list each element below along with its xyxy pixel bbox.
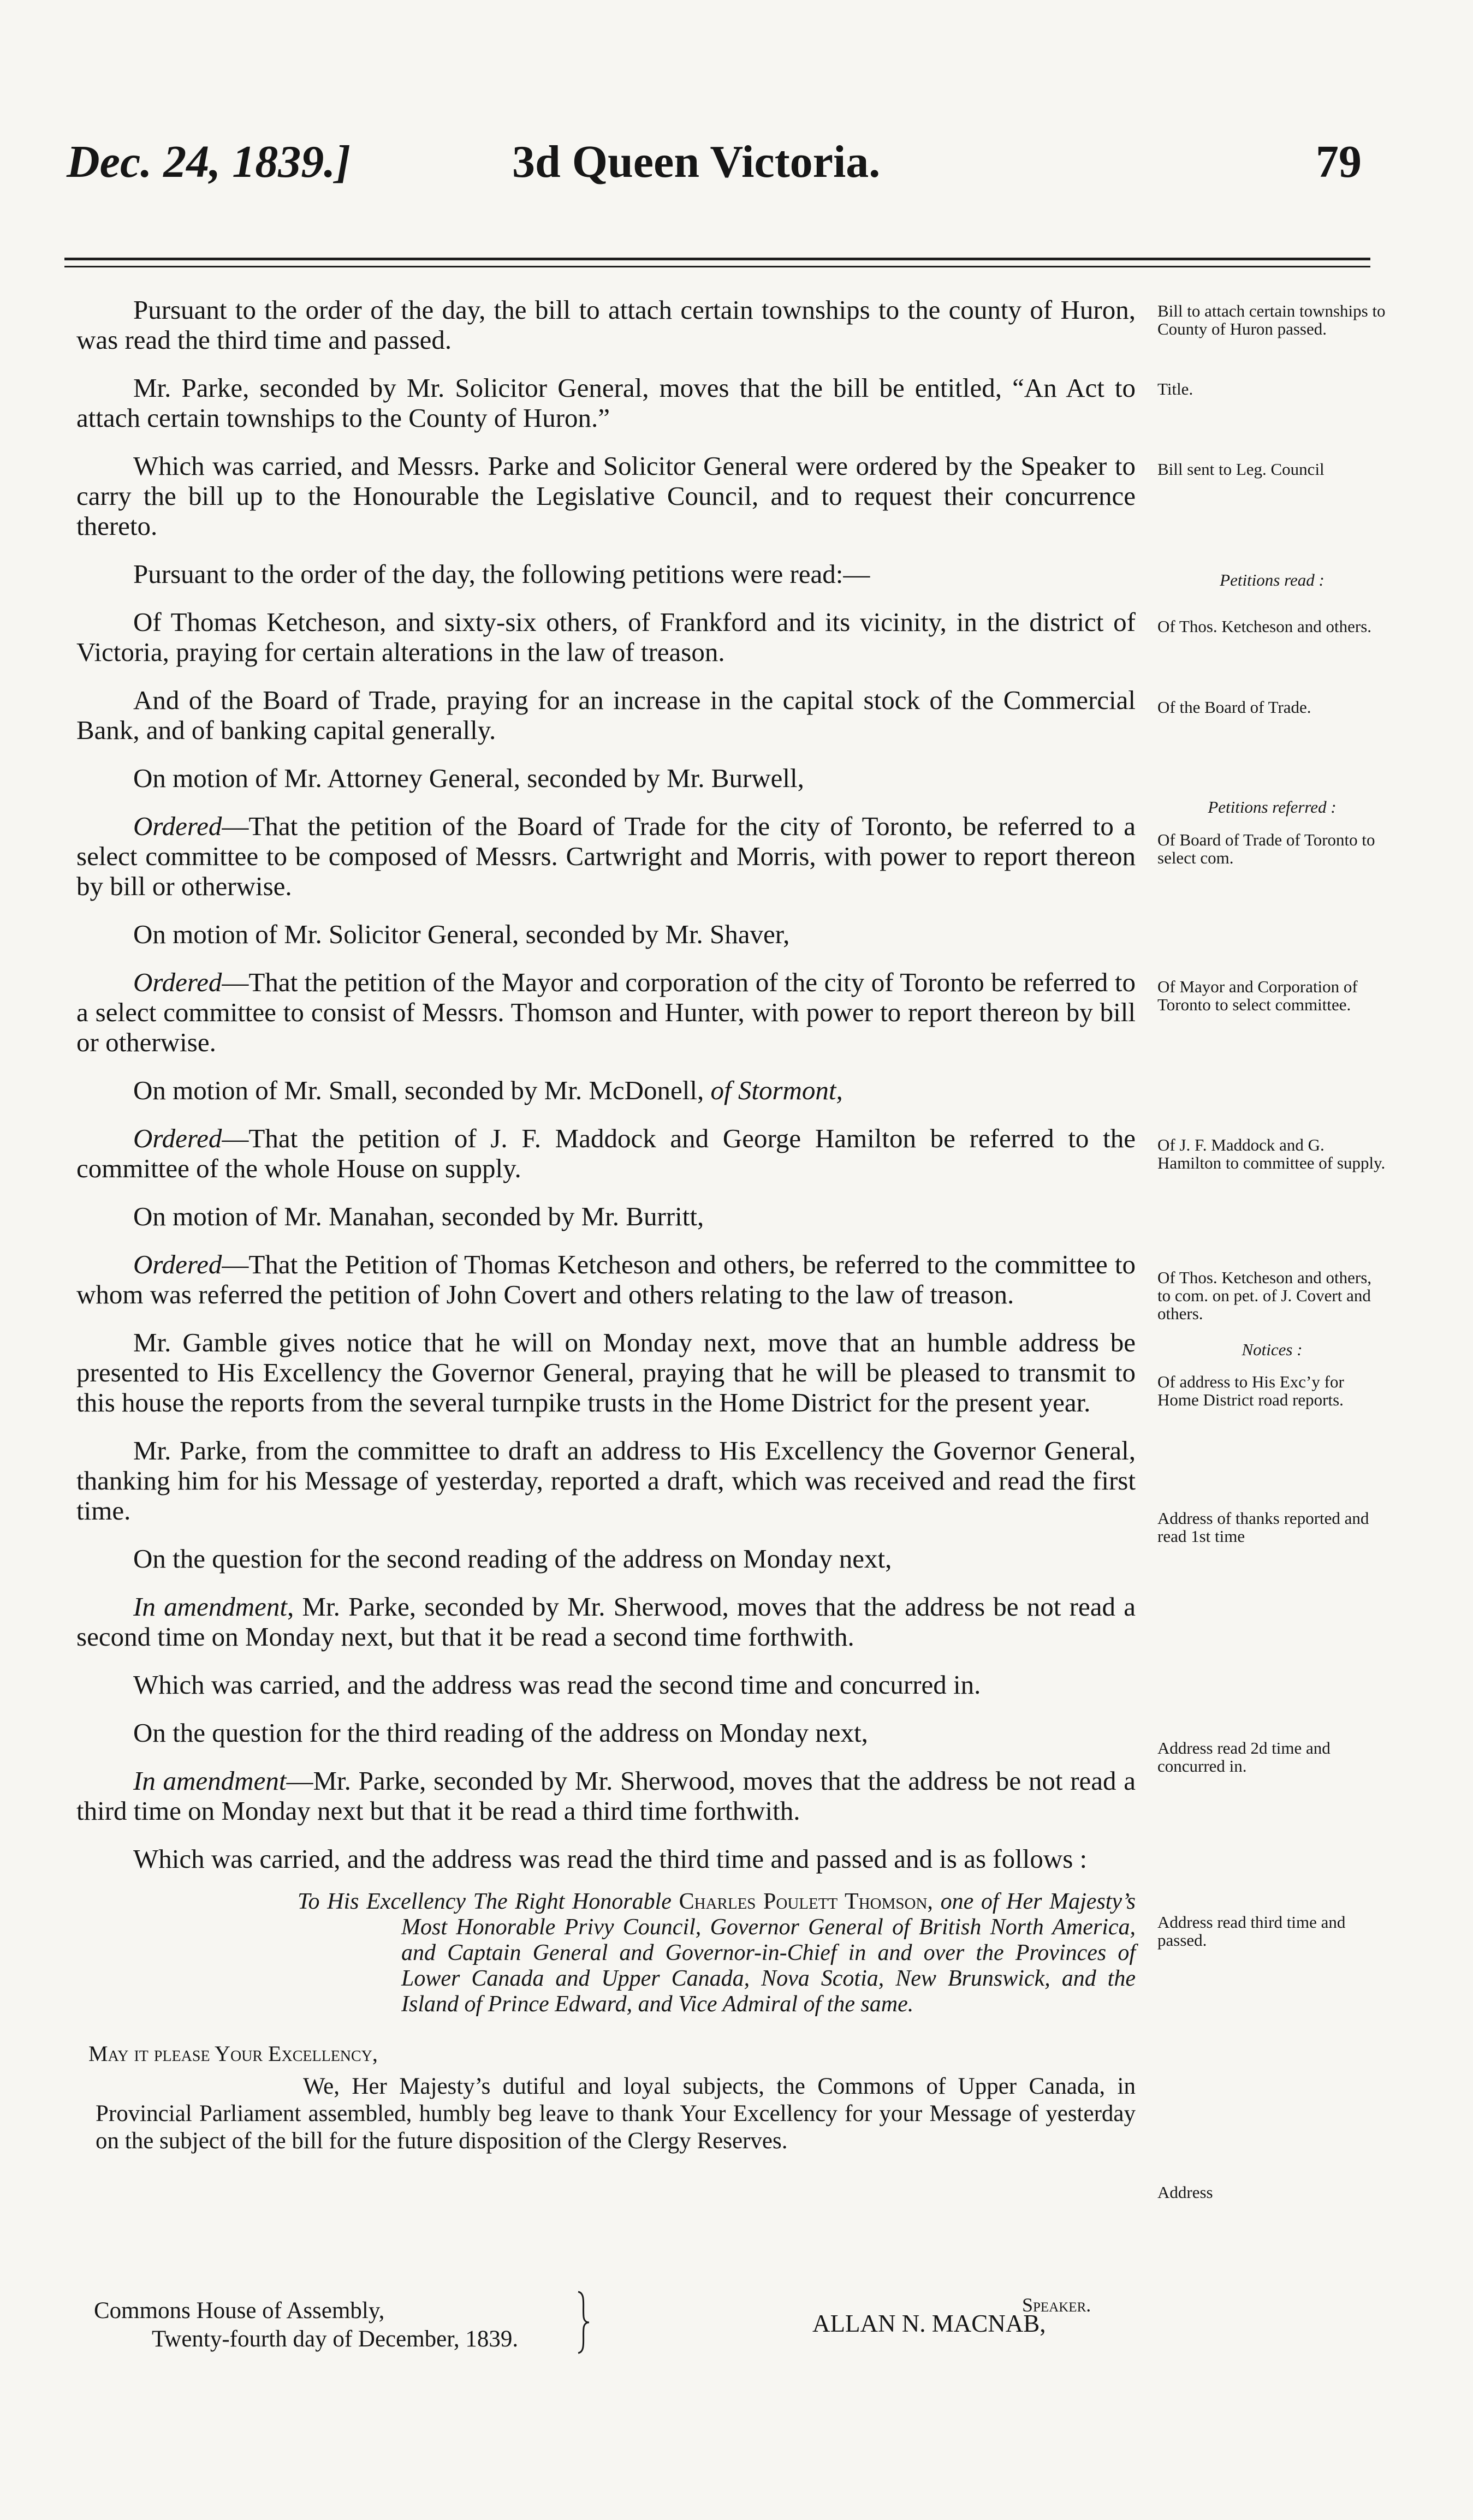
stormont-label: of Stormont, — [710, 1075, 843, 1105]
paragraph-motion-attorney-general: On motion of Mr. Attorney General, seconded by Mr. Burwell, — [133, 763, 804, 793]
ordered-text: —That the petition of J. F. Maddock and George Hamilton be referred to the committee of the whole House on supply. — [76, 1123, 1136, 1183]
ordered-label: Ordered — [133, 1123, 222, 1153]
address-heading — [298, 1889, 1136, 2017]
paragraph-parke-report: Mr. Parke, from the committee to draft an address to His Excellency the Governor General, thanking him for his Message of yesterday, reported a draft, which was received and read the first time. — [76, 1435, 1136, 1526]
amendment-text: —Mr. Parke, seconded by Mr. Sherwood, moves that the address be not read a third time on Monday next but that it be read a third time forthwith. — [76, 1766, 1136, 1826]
margin-note-title: Title. — [1157, 379, 1193, 398]
main-text — [76, 295, 1136, 2155]
margin-note-petitions-referred: Petitions referred : — [1208, 797, 1337, 817]
paragraph-ordered-mayor — [76, 967, 1136, 1057]
paragraph-second-reading-question: On the question for the second reading of the address on Monday next, — [133, 1544, 892, 1574]
paragraph-ordered-maddock — [76, 1123, 1136, 1183]
margin-note-address-third: Address read third time and passed. — [1157, 1913, 1346, 1950]
paragraph-ordered-board-of-trade — [76, 811, 1136, 901]
governor-name: Charles Poulett Thomson, — [679, 1889, 933, 1914]
paragraph-ketcheson-petition: Of Thomas Ketcheson, and sixty-six others, of Frankford and its vicinity, in the district of Victoria, praying for certain alterations in the law of treason. — [76, 607, 1136, 667]
address-to: To His Excellency The Right Honorable — [298, 1889, 672, 1914]
paragraph-third-passed: Which was carried, and the address was read the third time and passed and is as follows : — [133, 1844, 1088, 1874]
margin-note-address-roads: Of address to His Exc’y for Home District road reports. — [1157, 1372, 1344, 1409]
header-date: Dec. 24, 1839.] — [67, 136, 351, 187]
margin-note-address-second: Address read 2d time and concurred in. — [1157, 1738, 1331, 1776]
margin-note-ketcheson: Of Thos. Ketcheson and others. — [1157, 617, 1372, 636]
paragraph-amendment-third — [76, 1766, 1136, 1826]
signer-name: ALLAN N. MACNAB, — [812, 2310, 1046, 2337]
amendment-text: , Mr. Parke, seconded by Mr. Sherwood, moves that the address be not read a second time on Monday next, but that it be read a second time forthwith. — [76, 1592, 1136, 1652]
ordered-label: Ordered — [133, 1249, 222, 1279]
ordered-text: —That the petition of the Mayor and corporation of the city of Toronto be referred to a select committee to consist of Messrs. Thomson and Hunter, with power to report thereon by bill or otherwise. — [76, 967, 1136, 1057]
signer-title: Speaker. — [1022, 2294, 1091, 2316]
paragraph-council: Which was carried, and Messrs. Parke and Solicitor General were ordered by the Speaker to carry the bill up to the Honourable the Legislative Council, and to request their concurrence thereto. — [76, 451, 1136, 541]
margin-note-board-of-trade: Of the Board of Trade. — [1157, 698, 1311, 717]
paragraph-ordered-ketcheson — [76, 1249, 1136, 1309]
paragraph-second-concurred: Which was carried, and the address was read the second time and concurred in. — [133, 1670, 981, 1700]
paragraph-gamble-notice: Mr. Gamble gives notice that he will on Monday next, move that an humble address be presented to His Excellency the Governor General, praying that he will be pleased to transmit to this house the reports from the several turnpike trusts in the Home District for the present year. — [76, 1327, 1136, 1417]
paragraph-third-reading-question: On the question for the third reading of the address on Monday next, — [133, 1718, 868, 1748]
paragraph-motion-small — [76, 1075, 1136, 1105]
motion-text: On motion of Mr. Small, seconded by Mr. McDonell, — [133, 1075, 711, 1105]
address-text: We, Her Majesty’s dutiful and loyal subjects, the Commons of Upper Canada, in Provincial Parliament assembled, humbly beg leave to thank Your Excellency for your Message of yesterday on the subject of the bill for the future disposition of the Clergy Reserves. — [96, 2074, 1136, 2154]
margin-note-huron-bill: Bill to attach certain townships to County of Huron passed. — [1157, 301, 1386, 338]
header-title: 3d Queen Victoria. — [512, 136, 881, 187]
paragraph-motion-solicitor-general: On motion of Mr. Solicitor General, seconded by Mr. Shaver, — [133, 919, 790, 949]
paragraph-title-motion: Mr. Parke, seconded by Mr. Solicitor General, moves that the bill be entitled, “An Act to attach certain townships to the County of Huron.” — [76, 373, 1136, 433]
margin-note-ketcheson-referred: Of Thos. Ketcheson and others, to com. on pet. of J. Covert and others. — [1157, 1268, 1372, 1323]
margin-note-address: Address — [1157, 2183, 1213, 2202]
ordered-text: —That the Petition of Thomas Ketcheson and others, be referred to the committee to whom was referred the petition of John Covert and others relating to the law of treason. — [76, 1249, 1136, 1309]
header-rule-thick — [64, 258, 1370, 260]
header-rule-thin — [64, 266, 1370, 267]
paragraph-amendment-second — [76, 1592, 1136, 1652]
commons-house: Commons House of Assembly, — [94, 2298, 385, 2324]
margin-note-notices: Notices : — [1242, 1340, 1303, 1359]
margin-note-address-first: Address of thanks reported and read 1st time — [1157, 1509, 1369, 1546]
paragraph-petitions-read: Pursuant to the order of the day, the following petitions were read:— — [133, 559, 870, 589]
salutation: May it please Your Excellency, — [88, 2041, 378, 2066]
amendment-label: In amendment — [133, 1592, 287, 1622]
paragraph-board-of-trade-petition: And of the Board of Trade, praying for an increase in the capital stock of the Commercial Bank, and of banking capital generally. — [76, 685, 1136, 745]
margin-note-board-toronto: Of Board of Trade of Toronto to select com. — [1157, 830, 1375, 867]
margin-note-maddock: Of J. F. Maddock and G. Hamilton to committee of supply. — [1157, 1135, 1386, 1172]
commons-date: Twenty-fourth day of December, 1839. — [152, 2326, 519, 2352]
paragraph-huron-bill: Pursuant to the order of the day, the bill to attach certain townships to the county of Huron, was read the third time and passed. — [76, 295, 1136, 355]
amendment-label: In amendment — [133, 1766, 287, 1796]
ordered-text: —That the petition of the Board of Trade for the city of Toronto, be referred to a select committee to be composed of Messrs. Cartwright and Morris, with power to report thereon by bill or otherwise. — [76, 811, 1136, 901]
brace-icon — [575, 2290, 591, 2355]
ordered-label: Ordered — [133, 811, 222, 841]
margin-note-mayor: Of Mayor and Corporation of Toronto to select committee. — [1157, 977, 1358, 1014]
paragraph-motion-manahan: On motion of Mr. Manahan, seconded by Mr. Burritt, — [133, 1201, 704, 1231]
page-number: 79 — [1316, 136, 1362, 187]
governor-titles: one of Her Majesty’s Most Honorable Privy Council, Governor General of British North America, and Captain General and Governor-in-Chief in and over the Provinces of Lower Canada and Upper Canada, Nova Scotia, New Brunswick, and the Island of Prince Edward, and Vice Admiral of the same. — [401, 1889, 1136, 2017]
margin-note-petitions-read: Petitions read : — [1220, 570, 1324, 589]
margin-note-bill-sent: Bill sent to Leg. Council — [1157, 460, 1324, 479]
ordered-label: Ordered — [133, 967, 222, 997]
